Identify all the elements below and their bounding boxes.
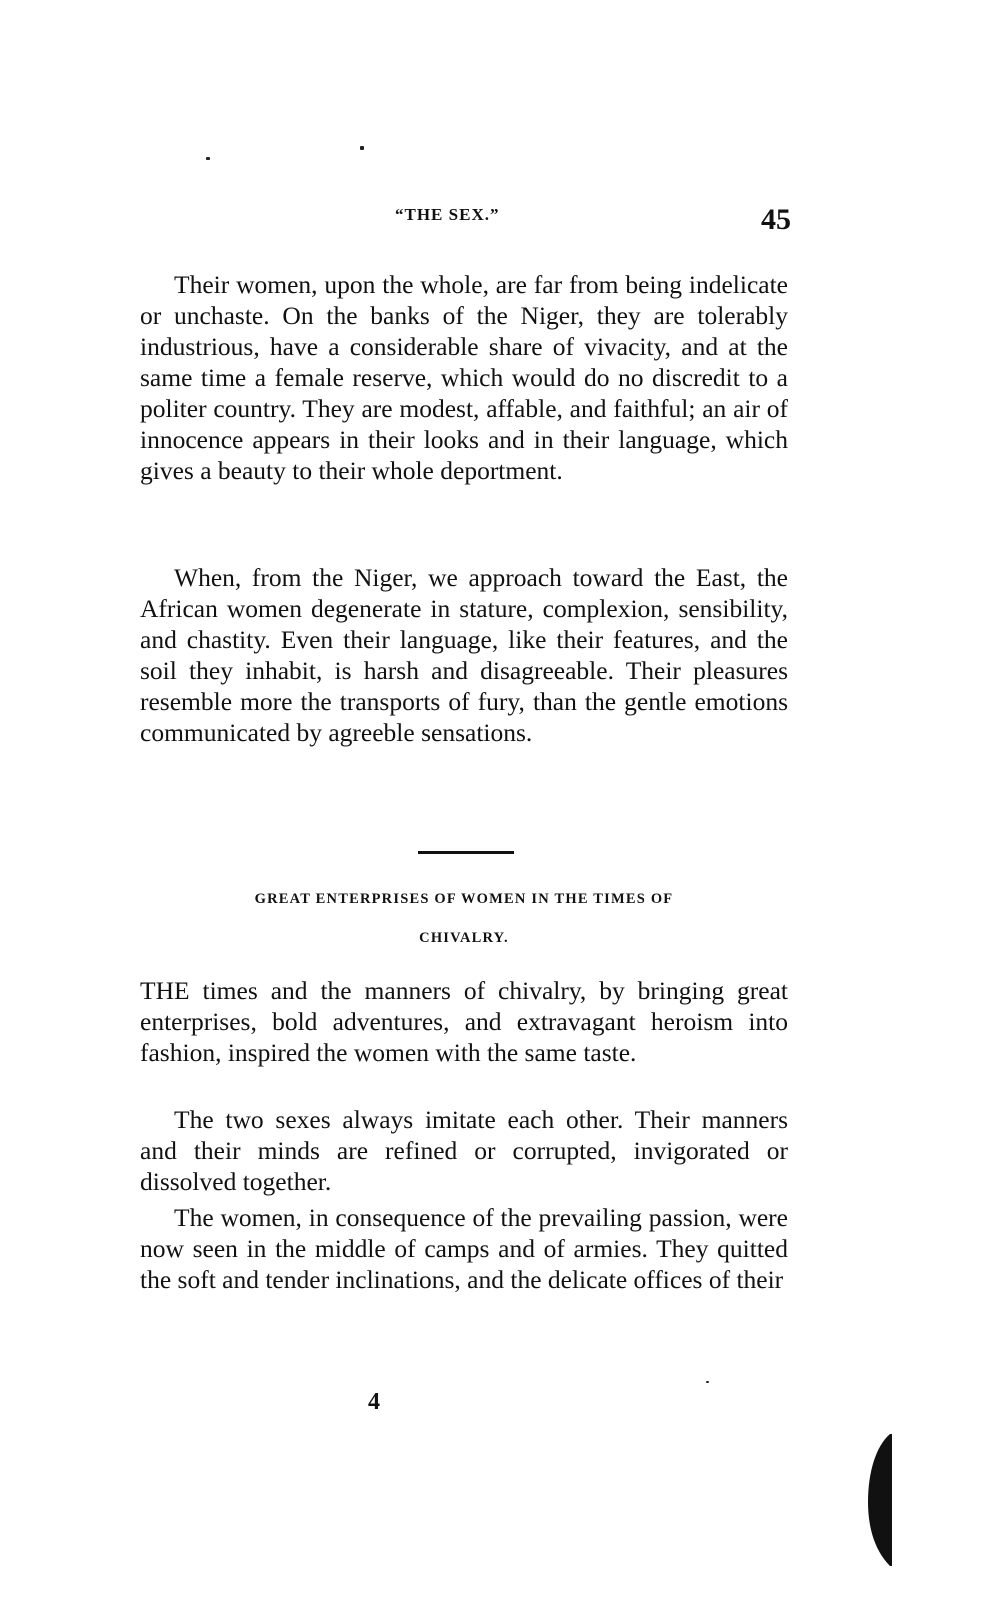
- signature-mark: 4: [368, 1389, 380, 1415]
- clip-shape: [868, 1434, 892, 1566]
- ink-speck: [206, 157, 210, 160]
- page-number: 45: [761, 203, 791, 236]
- section-divider: [418, 851, 514, 854]
- paragraph-3: THE times and the manners of chivalry, by bringing great enterprises, bold adventures, and extravagant heroism into fashion, inspired the women with the same taste.: [140, 976, 788, 1067]
- page-header: [150, 203, 795, 239]
- margin-clip-mark: [864, 1432, 894, 1570]
- paragraph-1: Their women, upon the whole, are far from being indelicate or unchaste. On the banks of the Niger, they are tolerably industrious, have a considerable share of vivacity, and at the same time a female reserve, which would do no discredit to a politer country. They are modest, affable, and faithful; an air of innocence appears in their looks and in their language, which gives a beauty to their whole deportment.: [140, 270, 788, 485]
- running-head: “THE SEX.”: [395, 205, 500, 224]
- paragraph-2: When, from the Niger, we approach toward the East, the African women degenerate in stature, complexion, sensibility, and chastity. Even their language, like their features, and the soil they inhabit, is harsh and disagreeable. Their pleasures resemble more the transports of fury, than the gentle emotions communicated by agreeble sensations.: [140, 563, 788, 747]
- paragraph-4: The two sexes always imitate each other. Their manners and their minds are refined or corrupted, invigorated or dissolved together.: [140, 1105, 788, 1196]
- section-heading-line-2: CHIVALRY.: [419, 930, 509, 946]
- section-heading-line-1: GREAT ENTERPRISES OF WOMEN IN THE TIMES OF: [254, 891, 674, 907]
- ink-speck: [706, 1381, 709, 1383]
- ink-speck: [360, 146, 364, 150]
- paragraph-5: The women, in consequence of the prevailing passion, were now seen in the middle of camps and of armies. They quitted the soft and tender inclinations, and the delicate offices of their: [140, 1203, 788, 1294]
